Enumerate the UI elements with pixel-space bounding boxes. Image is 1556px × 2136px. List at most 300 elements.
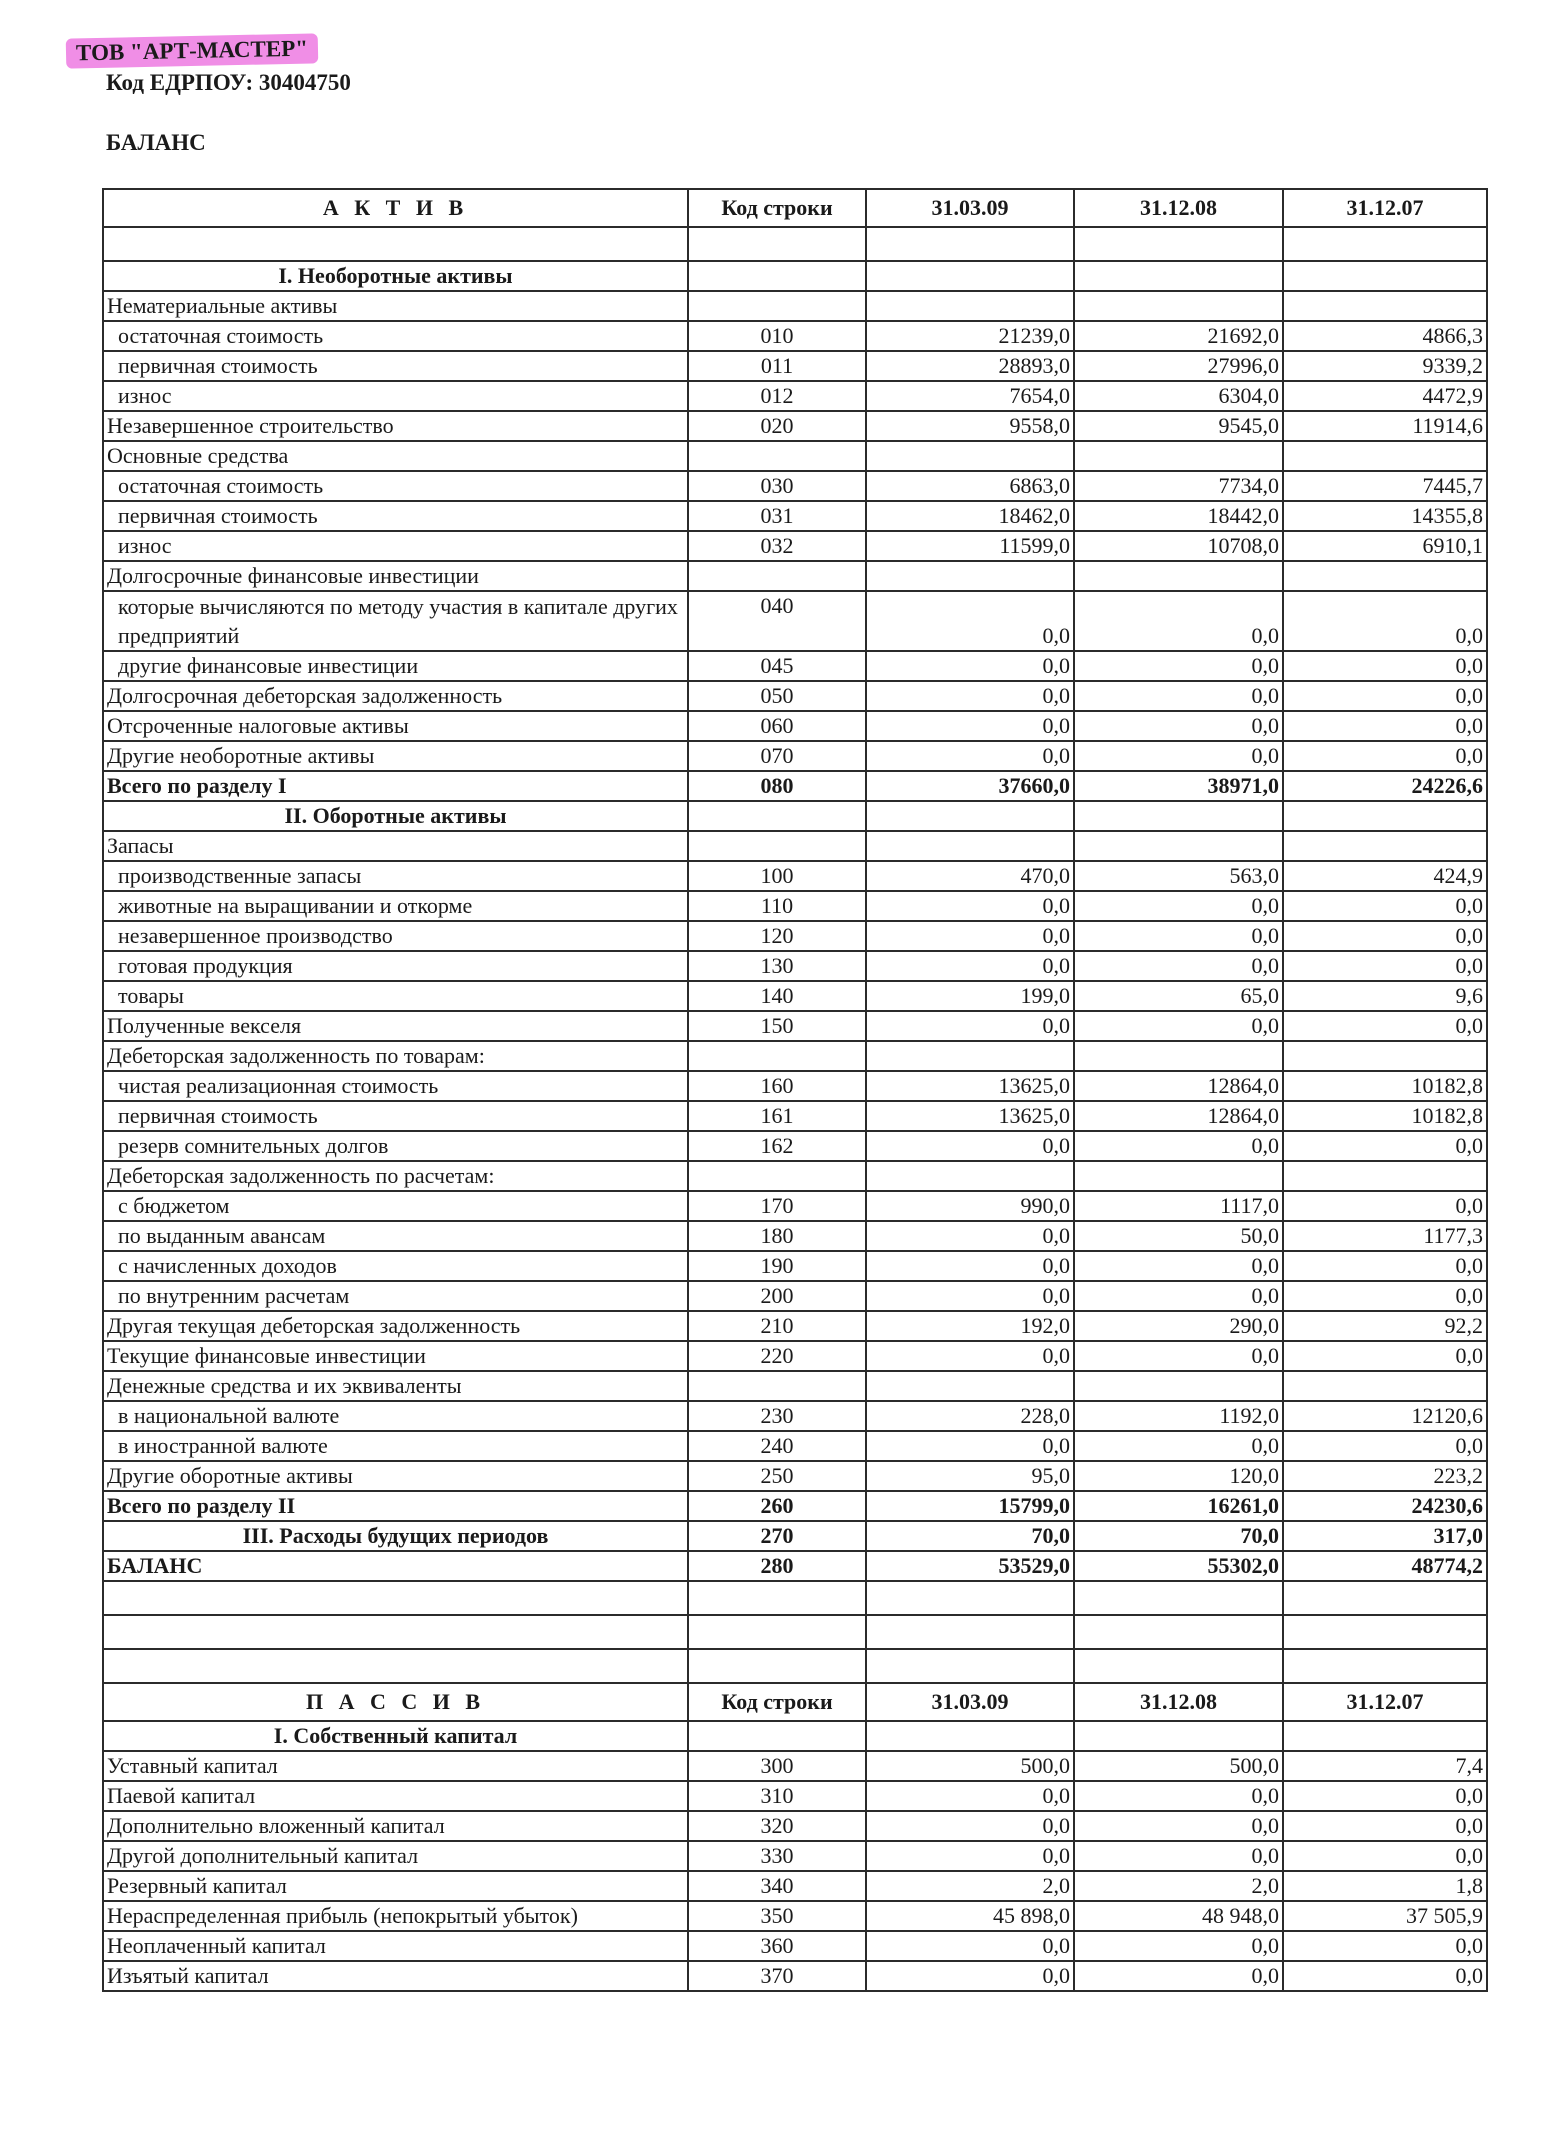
row-code: 100 bbox=[688, 861, 866, 891]
row-label bbox=[103, 1615, 688, 1649]
value-period3: 37 505,9 bbox=[1283, 1901, 1487, 1931]
row-label: с бюджетом bbox=[103, 1191, 688, 1221]
table-row bbox=[103, 441, 1487, 471]
value-period3: 4472,9 bbox=[1283, 381, 1487, 411]
value-period1 bbox=[866, 227, 1074, 261]
value-period2: 9545,0 bbox=[1074, 411, 1283, 441]
value-period3 bbox=[1283, 561, 1487, 591]
row-label: резерв сомнительных долгов bbox=[103, 1131, 688, 1161]
value-period2: 120,0 bbox=[1074, 1461, 1283, 1491]
table-row bbox=[103, 1781, 1487, 1811]
value-period1: 199,0 bbox=[866, 981, 1074, 1011]
value-period2: 48 948,0 bbox=[1074, 1901, 1283, 1931]
row-label: производственные запасы bbox=[103, 861, 688, 891]
row-code: 120 bbox=[688, 921, 866, 951]
value-period1: 0,0 bbox=[866, 1131, 1074, 1161]
value-period3: 10182,8 bbox=[1283, 1101, 1487, 1131]
row-code: 260 bbox=[688, 1491, 866, 1521]
row-label: Всего по разделу I bbox=[103, 771, 688, 801]
table-row bbox=[103, 1551, 1487, 1581]
table-row bbox=[103, 831, 1487, 861]
table-row bbox=[103, 471, 1487, 501]
value-period2: 1117,0 bbox=[1074, 1191, 1283, 1221]
row-label: Незавершенное строительство bbox=[103, 411, 688, 441]
value-period1: 228,0 bbox=[866, 1401, 1074, 1431]
value-period1: 45 898,0 bbox=[866, 1901, 1074, 1931]
table-row bbox=[103, 1841, 1487, 1871]
row-label: Нематериальные активы bbox=[103, 291, 688, 321]
row-code: 070 bbox=[688, 741, 866, 771]
value-period2: 0,0 bbox=[1074, 891, 1283, 921]
row-code: 010 bbox=[688, 321, 866, 351]
value-period1 bbox=[866, 1371, 1074, 1401]
value-period2: 0,0 bbox=[1074, 1781, 1283, 1811]
table-row bbox=[103, 1461, 1487, 1491]
col-period2-header: 31.12.08 bbox=[1074, 189, 1283, 227]
value-period3 bbox=[1283, 291, 1487, 321]
row-code: 012 bbox=[688, 381, 866, 411]
value-period2: 0,0 bbox=[1074, 951, 1283, 981]
value-period1: 0,0 bbox=[866, 711, 1074, 741]
row-label: незавершенное производство bbox=[103, 921, 688, 951]
value-period2: 0,0 bbox=[1074, 1281, 1283, 1311]
value-period1: 2,0 bbox=[866, 1871, 1074, 1901]
value-period3: 11914,6 bbox=[1283, 411, 1487, 441]
value-period3 bbox=[1283, 1161, 1487, 1191]
value-period3: 48774,2 bbox=[1283, 1551, 1487, 1581]
row-code: 040 bbox=[688, 591, 866, 651]
value-period1: 15799,0 bbox=[866, 1491, 1074, 1521]
row-label: первичная стоимость bbox=[103, 351, 688, 381]
row-code: 050 bbox=[688, 681, 866, 711]
col-code-header: Код строки bbox=[688, 189, 866, 227]
row-code bbox=[688, 441, 866, 471]
value-period2: 0,0 bbox=[1074, 651, 1283, 681]
row-code: 080 bbox=[688, 771, 866, 801]
table-row bbox=[103, 1491, 1487, 1521]
value-period3: 6910,1 bbox=[1283, 531, 1487, 561]
blank-row bbox=[103, 227, 1487, 261]
value-period3: 24226,6 bbox=[1283, 771, 1487, 801]
value-period2: 12864,0 bbox=[1074, 1071, 1283, 1101]
value-period3: 0,0 bbox=[1283, 1841, 1487, 1871]
blank-row bbox=[103, 1615, 1487, 1649]
value-period3 bbox=[1283, 1649, 1487, 1683]
value-period3: 0,0 bbox=[1283, 1011, 1487, 1041]
value-period1: 0,0 bbox=[866, 891, 1074, 921]
row-code bbox=[688, 227, 866, 261]
value-period3: 9,6 bbox=[1283, 981, 1487, 1011]
value-period3: 10182,8 bbox=[1283, 1071, 1487, 1101]
row-code: 240 bbox=[688, 1431, 866, 1461]
value-period2 bbox=[1074, 291, 1283, 321]
value-period3: 0,0 bbox=[1283, 681, 1487, 711]
row-code bbox=[688, 1371, 866, 1401]
value-period2: 0,0 bbox=[1074, 1251, 1283, 1281]
table-row bbox=[103, 1071, 1487, 1101]
col-period3-header: 31.12.07 bbox=[1283, 189, 1487, 227]
value-period3: 0,0 bbox=[1283, 1431, 1487, 1461]
value-period3: 0,0 bbox=[1283, 741, 1487, 771]
value-period1 bbox=[866, 441, 1074, 471]
value-period3: 7,4 bbox=[1283, 1751, 1487, 1781]
value-period1 bbox=[866, 801, 1074, 831]
row-code: 161 bbox=[688, 1101, 866, 1131]
value-period2: 18442,0 bbox=[1074, 501, 1283, 531]
row-label: I. Необоротные активы bbox=[103, 261, 688, 291]
row-label: остаточная стоимость bbox=[103, 321, 688, 351]
row-code: 180 bbox=[688, 1221, 866, 1251]
value-period2: 0,0 bbox=[1074, 681, 1283, 711]
row-label: товары bbox=[103, 981, 688, 1011]
value-period2 bbox=[1074, 441, 1283, 471]
table-row bbox=[103, 261, 1487, 291]
blank-row bbox=[103, 1581, 1487, 1615]
row-code: 320 bbox=[688, 1811, 866, 1841]
value-period2: 0,0 bbox=[1074, 1011, 1283, 1041]
row-code: 032 bbox=[688, 531, 866, 561]
row-code bbox=[688, 291, 866, 321]
table-row bbox=[103, 1901, 1487, 1931]
table-row bbox=[103, 591, 1487, 651]
row-label: другие финансовые инвестиции bbox=[103, 651, 688, 681]
value-period1: 70,0 bbox=[866, 1521, 1074, 1551]
value-period2: 0,0 bbox=[1074, 711, 1283, 741]
row-code bbox=[688, 1615, 866, 1649]
value-period2 bbox=[1074, 1161, 1283, 1191]
value-period2 bbox=[1074, 1581, 1283, 1615]
table-row bbox=[103, 681, 1487, 711]
active-header-row bbox=[103, 189, 1487, 227]
value-period2: 7734,0 bbox=[1074, 471, 1283, 501]
table-row bbox=[103, 1871, 1487, 1901]
value-period2: 16261,0 bbox=[1074, 1491, 1283, 1521]
value-period2: 0,0 bbox=[1074, 1341, 1283, 1371]
row-code: 170 bbox=[688, 1191, 866, 1221]
col-period1-header: 31.03.09 bbox=[866, 189, 1074, 227]
value-period3: 0,0 bbox=[1283, 1251, 1487, 1281]
table-row bbox=[103, 1431, 1487, 1461]
value-period2: 0,0 bbox=[1074, 1811, 1283, 1841]
value-period3: 0,0 bbox=[1283, 1281, 1487, 1311]
value-period1: 0,0 bbox=[866, 1781, 1074, 1811]
col-period1-header: 31.03.09 bbox=[866, 1683, 1074, 1721]
row-label: Денежные средства и их эквиваленты bbox=[103, 1371, 688, 1401]
table-row bbox=[103, 321, 1487, 351]
row-label: Паевой капитал bbox=[103, 1781, 688, 1811]
value-period3: 1,8 bbox=[1283, 1871, 1487, 1901]
value-period1: 0,0 bbox=[866, 1961, 1074, 1991]
table-row bbox=[103, 801, 1487, 831]
value-period3: 4866,3 bbox=[1283, 321, 1487, 351]
row-code bbox=[688, 1161, 866, 1191]
value-period2: 10708,0 bbox=[1074, 531, 1283, 561]
row-code bbox=[688, 261, 866, 291]
row-label: по внутренним расчетам bbox=[103, 1281, 688, 1311]
value-period1: 11599,0 bbox=[866, 531, 1074, 561]
table-row bbox=[103, 501, 1487, 531]
value-period1: 0,0 bbox=[866, 1431, 1074, 1461]
row-code: 360 bbox=[688, 1931, 866, 1961]
row-label: в национальной валюте bbox=[103, 1401, 688, 1431]
row-label: Другие оборотные активы bbox=[103, 1461, 688, 1491]
row-label: III. Расходы будущих периодов bbox=[103, 1521, 688, 1551]
value-period1: 13625,0 bbox=[866, 1101, 1074, 1131]
row-label: Запасы bbox=[103, 831, 688, 861]
table-row bbox=[103, 1281, 1487, 1311]
table-row bbox=[103, 981, 1487, 1011]
value-period1: 0,0 bbox=[866, 1251, 1074, 1281]
row-code bbox=[688, 561, 866, 591]
value-period3: 223,2 bbox=[1283, 1461, 1487, 1491]
row-code: 020 bbox=[688, 411, 866, 441]
table-row bbox=[103, 381, 1487, 411]
row-code: 350 bbox=[688, 1901, 866, 1931]
row-code bbox=[688, 1721, 866, 1751]
value-period2: 6304,0 bbox=[1074, 381, 1283, 411]
value-period1: 470,0 bbox=[866, 861, 1074, 891]
value-period2 bbox=[1074, 1041, 1283, 1071]
value-period3: 1177,3 bbox=[1283, 1221, 1487, 1251]
passive-header-row bbox=[103, 1683, 1487, 1721]
row-code: 060 bbox=[688, 711, 866, 741]
value-period2: 50,0 bbox=[1074, 1221, 1283, 1251]
value-period2: 0,0 bbox=[1074, 1431, 1283, 1461]
table-row bbox=[103, 1961, 1487, 1991]
value-period2: 1192,0 bbox=[1074, 1401, 1283, 1431]
table-row bbox=[103, 891, 1487, 921]
row-label: износ bbox=[103, 531, 688, 561]
value-period2: 21692,0 bbox=[1074, 321, 1283, 351]
table-row bbox=[103, 1371, 1487, 1401]
row-label: Текущие финансовые инвестиции bbox=[103, 1341, 688, 1371]
table-row bbox=[103, 921, 1487, 951]
value-period2: 500,0 bbox=[1074, 1751, 1283, 1781]
row-label: Отсроченные налоговые активы bbox=[103, 711, 688, 741]
table-row bbox=[103, 291, 1487, 321]
row-label: Всего по разделу II bbox=[103, 1491, 688, 1521]
value-period1: 500,0 bbox=[866, 1751, 1074, 1781]
row-label: износ bbox=[103, 381, 688, 411]
value-period3 bbox=[1283, 1581, 1487, 1615]
row-label bbox=[103, 1581, 688, 1615]
table-row bbox=[103, 1251, 1487, 1281]
value-period1: 0,0 bbox=[866, 951, 1074, 981]
value-period3: 0,0 bbox=[1283, 711, 1487, 741]
row-label: I. Собственный капитал bbox=[103, 1721, 688, 1751]
value-period2 bbox=[1074, 227, 1283, 261]
value-period2: 65,0 bbox=[1074, 981, 1283, 1011]
passive-title: П А С С И В bbox=[103, 1683, 688, 1721]
value-period1: 0,0 bbox=[866, 1841, 1074, 1871]
value-period2 bbox=[1074, 1371, 1283, 1401]
row-code bbox=[688, 1041, 866, 1071]
row-code: 220 bbox=[688, 1341, 866, 1371]
value-period2: 38971,0 bbox=[1074, 771, 1283, 801]
value-period3 bbox=[1283, 1721, 1487, 1751]
value-period3: 0,0 bbox=[1283, 1191, 1487, 1221]
blank-row bbox=[103, 1649, 1487, 1683]
value-period2: 290,0 bbox=[1074, 1311, 1283, 1341]
table-row bbox=[103, 561, 1487, 591]
row-label: БАЛАНС bbox=[103, 1551, 688, 1581]
row-code: 030 bbox=[688, 471, 866, 501]
value-period1 bbox=[866, 261, 1074, 291]
row-label: остаточная стоимость bbox=[103, 471, 688, 501]
value-period1 bbox=[866, 1041, 1074, 1071]
table-row bbox=[103, 1221, 1487, 1251]
value-period2: 0,0 bbox=[1074, 591, 1283, 651]
row-label: Дополнительно вложенный капитал bbox=[103, 1811, 688, 1841]
value-period2: 0,0 bbox=[1074, 1131, 1283, 1161]
row-code: 250 bbox=[688, 1461, 866, 1491]
value-period2 bbox=[1074, 1721, 1283, 1751]
row-label: Дебеторская задолженность по расчетам: bbox=[103, 1161, 688, 1191]
row-code: 300 bbox=[688, 1751, 866, 1781]
table-row bbox=[103, 411, 1487, 441]
value-period3: 0,0 bbox=[1283, 891, 1487, 921]
row-label: Нераспределенная прибыль (непокрытый убыток) bbox=[103, 1901, 688, 1931]
value-period3: 7445,7 bbox=[1283, 471, 1487, 501]
value-period3: 0,0 bbox=[1283, 1811, 1487, 1841]
balance-table bbox=[102, 188, 1488, 1992]
value-period2: 12864,0 bbox=[1074, 1101, 1283, 1131]
row-code: 011 bbox=[688, 351, 866, 381]
value-period1 bbox=[866, 291, 1074, 321]
row-code: 140 bbox=[688, 981, 866, 1011]
value-period3 bbox=[1283, 1371, 1487, 1401]
table-row bbox=[103, 951, 1487, 981]
row-code: 110 bbox=[688, 891, 866, 921]
row-label bbox=[103, 227, 688, 261]
value-period1: 0,0 bbox=[866, 1221, 1074, 1251]
value-period2 bbox=[1074, 1649, 1283, 1683]
company-name: ТОВ "АРТ-МАСТЕР" bbox=[66, 33, 319, 68]
row-label: в иностранной валюте bbox=[103, 1431, 688, 1461]
row-label: которые вычисляются по методу участия в капитале других предприятий bbox=[103, 591, 688, 651]
row-label: первичная стоимость bbox=[103, 501, 688, 531]
table-row bbox=[103, 1721, 1487, 1751]
value-period2 bbox=[1074, 831, 1283, 861]
table-row bbox=[103, 1341, 1487, 1371]
table-row bbox=[103, 771, 1487, 801]
table-row bbox=[103, 711, 1487, 741]
row-code: 340 bbox=[688, 1871, 866, 1901]
value-period1: 0,0 bbox=[866, 591, 1074, 651]
value-period3: 24230,6 bbox=[1283, 1491, 1487, 1521]
value-period1: 13625,0 bbox=[866, 1071, 1074, 1101]
value-period2 bbox=[1074, 261, 1283, 291]
table-row bbox=[103, 351, 1487, 381]
value-period1: 37660,0 bbox=[866, 771, 1074, 801]
value-period1: 6863,0 bbox=[866, 471, 1074, 501]
row-label: Изъятый капитал bbox=[103, 1961, 688, 1991]
value-period3: 9339,2 bbox=[1283, 351, 1487, 381]
value-period1: 95,0 bbox=[866, 1461, 1074, 1491]
col-period3-header: 31.12.07 bbox=[1283, 1683, 1487, 1721]
row-code: 310 bbox=[688, 1781, 866, 1811]
value-period3 bbox=[1283, 801, 1487, 831]
value-period1 bbox=[866, 831, 1074, 861]
row-code: 031 bbox=[688, 501, 866, 531]
row-label: животные на выращивании и откорме bbox=[103, 891, 688, 921]
row-code: 190 bbox=[688, 1251, 866, 1281]
row-label: II. Оборотные активы bbox=[103, 801, 688, 831]
value-period3 bbox=[1283, 831, 1487, 861]
row-code: 370 bbox=[688, 1961, 866, 1991]
document-title: БАЛАНС bbox=[106, 130, 206, 155]
value-period3: 0,0 bbox=[1283, 1131, 1487, 1161]
table-row bbox=[103, 1521, 1487, 1551]
value-period1: 0,0 bbox=[866, 681, 1074, 711]
row-label: Долгосрочные финансовые инвестиции bbox=[103, 561, 688, 591]
value-period3: 0,0 bbox=[1283, 591, 1487, 651]
value-period1: 53529,0 bbox=[866, 1551, 1074, 1581]
row-label: с начисленных доходов bbox=[103, 1251, 688, 1281]
table-row bbox=[103, 741, 1487, 771]
value-period1 bbox=[866, 1649, 1074, 1683]
table-row bbox=[103, 1751, 1487, 1781]
value-period1: 9558,0 bbox=[866, 411, 1074, 441]
value-period2: 0,0 bbox=[1074, 921, 1283, 951]
row-label: готовая продукция bbox=[103, 951, 688, 981]
table-row bbox=[103, 1101, 1487, 1131]
value-period2 bbox=[1074, 561, 1283, 591]
value-period3: 0,0 bbox=[1283, 1781, 1487, 1811]
value-period3: 92,2 bbox=[1283, 1311, 1487, 1341]
value-period1: 192,0 bbox=[866, 1311, 1074, 1341]
table-row bbox=[103, 861, 1487, 891]
table-row bbox=[103, 1931, 1487, 1961]
value-period1: 0,0 bbox=[866, 1931, 1074, 1961]
value-period1: 0,0 bbox=[866, 1011, 1074, 1041]
table-row bbox=[103, 1311, 1487, 1341]
row-label: Неоплаченный капитал bbox=[103, 1931, 688, 1961]
value-period1: 0,0 bbox=[866, 1341, 1074, 1371]
active-title: А К Т И В bbox=[103, 189, 688, 227]
row-label: Дебеторская задолженность по товарам: bbox=[103, 1041, 688, 1071]
value-period2: 55302,0 bbox=[1074, 1551, 1283, 1581]
row-code: 160 bbox=[688, 1071, 866, 1101]
row-label: Другой дополнительный капитал bbox=[103, 1841, 688, 1871]
row-code: 230 bbox=[688, 1401, 866, 1431]
row-label: Уставный капитал bbox=[103, 1751, 688, 1781]
value-period3: 0,0 bbox=[1283, 921, 1487, 951]
row-label: Долгосрочная дебеторская задолженность bbox=[103, 681, 688, 711]
table-row bbox=[103, 1811, 1487, 1841]
value-period2: 0,0 bbox=[1074, 1931, 1283, 1961]
value-period1: 0,0 bbox=[866, 1281, 1074, 1311]
row-code bbox=[688, 1649, 866, 1683]
col-period2-header: 31.12.08 bbox=[1074, 1683, 1283, 1721]
value-period2: 27996,0 bbox=[1074, 351, 1283, 381]
value-period1 bbox=[866, 1581, 1074, 1615]
value-period3: 0,0 bbox=[1283, 1931, 1487, 1961]
value-period1: 0,0 bbox=[866, 651, 1074, 681]
value-period3: 424,9 bbox=[1283, 861, 1487, 891]
value-period3: 0,0 bbox=[1283, 1961, 1487, 1991]
value-period1: 18462,0 bbox=[866, 501, 1074, 531]
value-period3: 14355,8 bbox=[1283, 501, 1487, 531]
value-period3 bbox=[1283, 441, 1487, 471]
row-code: 045 bbox=[688, 651, 866, 681]
row-code: 330 bbox=[688, 1841, 866, 1871]
row-label: чистая реализационная стоимость bbox=[103, 1071, 688, 1101]
row-label: по выданным авансам bbox=[103, 1221, 688, 1251]
value-period1: 28893,0 bbox=[866, 351, 1074, 381]
row-label: Полученные векселя bbox=[103, 1011, 688, 1041]
value-period2: 0,0 bbox=[1074, 1841, 1283, 1871]
